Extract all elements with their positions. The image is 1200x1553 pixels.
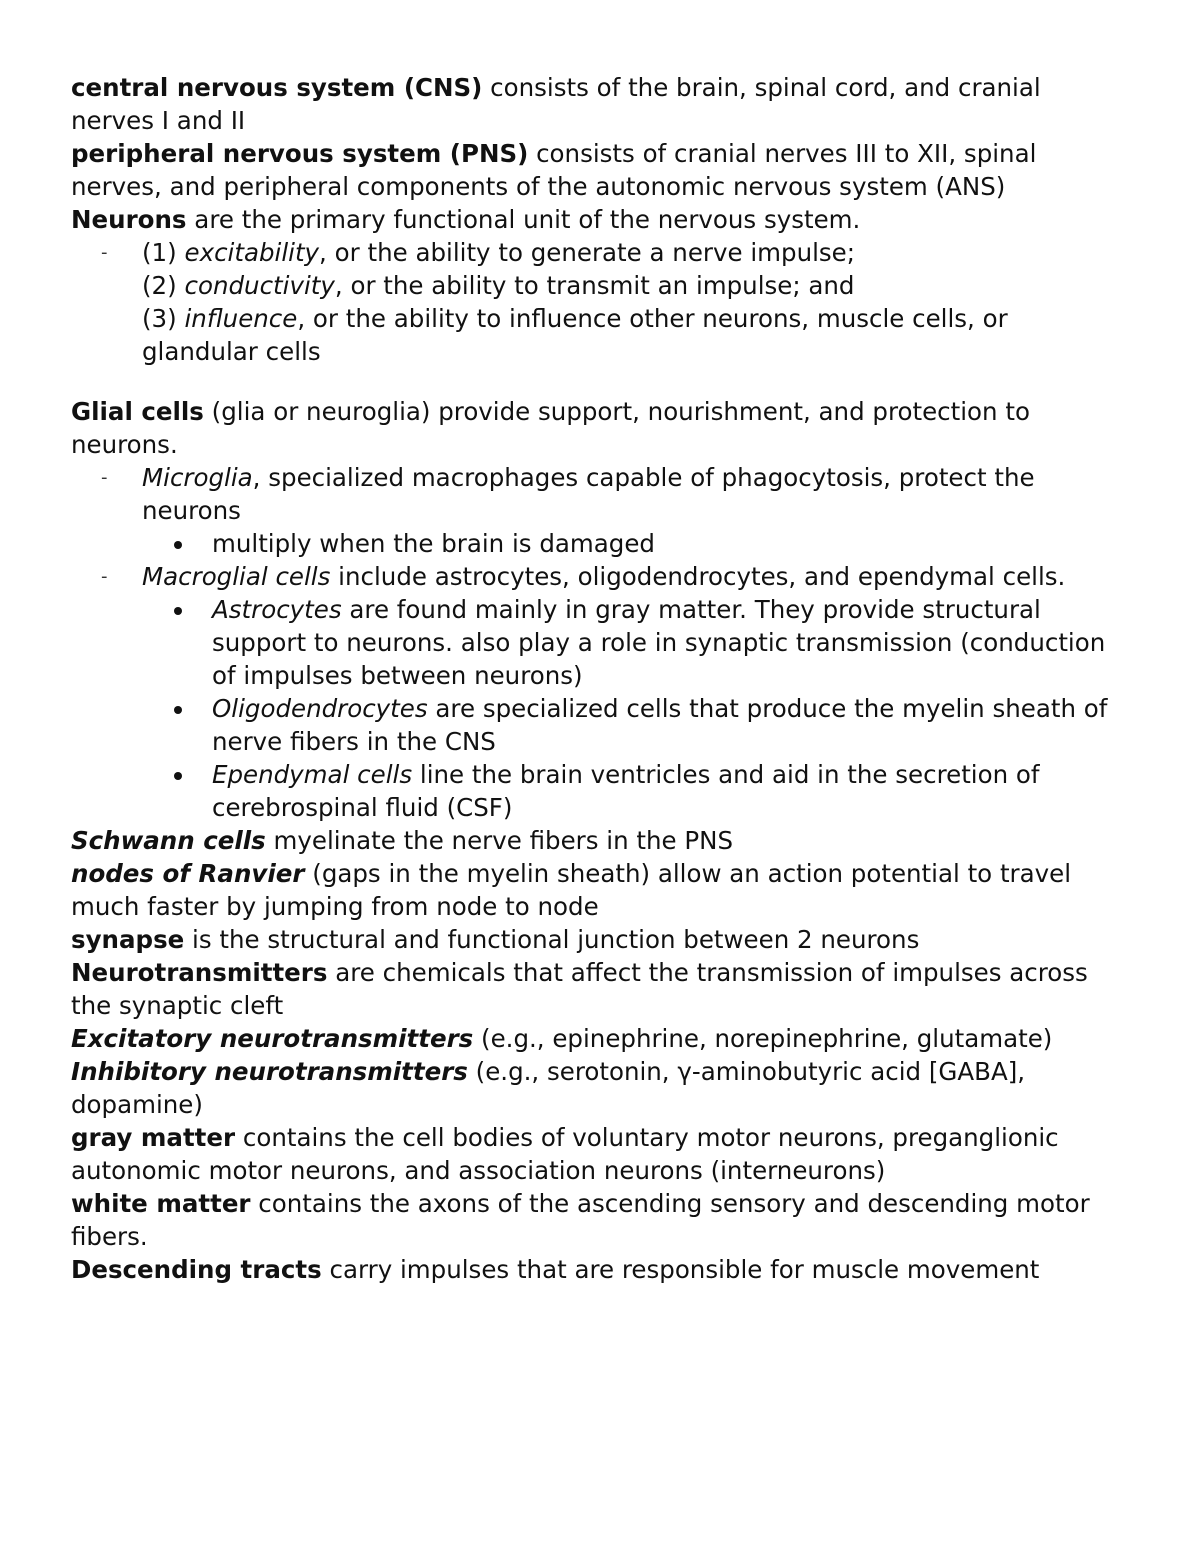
- term: white matter: [71, 1189, 251, 1218]
- definition: , or the ability to transmit an impulse; and: [334, 271, 855, 300]
- blank-line: [71, 368, 1131, 395]
- list-number: (3): [142, 304, 185, 333]
- term: Neurotransmitters: [71, 958, 328, 987]
- definition: contains the cell bodies of voluntary motor neurons, preganglionic autonomic motor neurons, and association neurons (interneurons): [71, 1123, 1059, 1185]
- paragraph-ranvier: [71, 857, 1131, 923]
- term: Descending tracts: [71, 1255, 322, 1284]
- definition: are specialized cells that produce the myelin sheath of nerve fibers in the CNS: [212, 694, 1108, 756]
- list-line: [142, 269, 1131, 302]
- definition: are found mainly in gray matter. They provide structural support to neurons. also play a role in synaptic transmission (conduction of impulses between neurons): [212, 595, 1106, 690]
- paragraph-pns: [71, 137, 1131, 203]
- term: Neurons: [71, 205, 187, 234]
- term: Glial cells: [71, 397, 204, 426]
- list-item-oligodendrocytes: [71, 692, 1131, 758]
- paragraph-white-matter: [71, 1187, 1131, 1253]
- paragraph-neurotransmitters: [71, 956, 1131, 1022]
- list-item-ependymal: [71, 758, 1131, 824]
- list-item-neuron-properties: [71, 236, 1131, 368]
- definition: (gaps in the myelin sheath) allow an action potential to travel much faster by jumping from node to node: [71, 859, 1072, 921]
- term: nodes of Ranvier: [71, 859, 305, 888]
- paragraph-excitatory: [71, 1022, 1131, 1055]
- list-line: [212, 758, 1131, 824]
- paragraph-cns: [71, 71, 1131, 137]
- definition: are chemicals that affect the transmission of impulses across the synaptic cleft: [71, 958, 1088, 1020]
- definition: contains the axons of the ascending sensory and descending motor fibers.: [71, 1189, 1090, 1251]
- term: gray matter: [71, 1123, 236, 1152]
- paragraph-neurons: [71, 203, 1131, 236]
- dash-bullet-icon: -: [101, 242, 108, 263]
- term: influence: [184, 304, 298, 333]
- document-body: [71, 71, 1131, 1286]
- list-number: (2): [142, 271, 185, 300]
- definition: carry impulses that are responsible for muscle movement: [321, 1255, 1040, 1284]
- definition: are the primary functional unit of the nervous system.: [186, 205, 861, 234]
- list-number: (1): [142, 238, 185, 267]
- list-line: [142, 236, 1131, 269]
- definition: (e.g., epinephrine, norepinephrine, glutamate): [473, 1024, 1053, 1053]
- term: conductivity: [184, 271, 335, 300]
- definition: (glia or neuroglia) provide support, nourishment, and protection to neurons.: [71, 397, 1030, 459]
- paragraph-descending-tracts: [71, 1253, 1131, 1286]
- list-line: [212, 593, 1131, 692]
- list-line: [142, 461, 1131, 527]
- definition: include astrocytes, oligodendrocytes, and ependymal cells.: [330, 562, 1066, 591]
- bullet-icon: [174, 607, 182, 615]
- definition: , or the ability to influence other neurons, muscle cells, or glandular cells: [142, 304, 1008, 366]
- term: Excitatory neurotransmitters: [71, 1024, 474, 1053]
- term: Inhibitory neurotransmitters: [71, 1057, 468, 1086]
- paragraph-inhibitory: [71, 1055, 1131, 1121]
- definition: consists of the brain, spinal cord, and cranial nerves I and II: [71, 73, 1041, 135]
- term: Microglia: [142, 463, 253, 492]
- list-item-astrocytes: [71, 593, 1131, 692]
- term: Macroglial cells: [142, 562, 331, 591]
- bullet-icon: [174, 772, 182, 780]
- definition: consists of cranial nerves III to XII, spinal nerves, and peripheral components of the autonomic nervous system (ANS): [71, 139, 1037, 201]
- list-item-macroglia: [71, 560, 1131, 593]
- term: Ependymal cells: [212, 760, 413, 789]
- bullet-icon: [174, 706, 182, 714]
- term: Astrocytes: [212, 595, 342, 624]
- term: excitability: [184, 238, 320, 267]
- list-line: multiply when the brain is damaged: [212, 529, 655, 558]
- definition: is the structural and functional junction between 2 neurons: [184, 925, 920, 954]
- list-line: [142, 560, 1131, 593]
- definition: line the brain ventricles and aid in the secretion of cerebrospinal fluid (CSF): [212, 760, 1040, 822]
- definition: , specialized macrophages capable of phagocytosis, protect the neurons: [142, 463, 1035, 525]
- paragraph-synapse: [71, 923, 1131, 956]
- dash-bullet-icon: -: [101, 467, 108, 488]
- list-item-microglia-sub: [71, 527, 1131, 560]
- paragraph-gray-matter: [71, 1121, 1131, 1187]
- list-line: [142, 302, 1131, 368]
- definition: (e.g., serotonin, γ-aminobutyric acid [GABA], dopamine): [71, 1057, 1026, 1119]
- term: Oligodendrocytes: [212, 694, 428, 723]
- paragraph-schwann: [71, 824, 1131, 857]
- bullet-icon: [174, 541, 182, 549]
- definition: , or the ability to generate a nerve impulse;: [319, 238, 855, 267]
- term: synapse: [71, 925, 185, 954]
- definition: myelinate the nerve fibers in the PNS: [265, 826, 734, 855]
- term: Schwann cells: [71, 826, 266, 855]
- list-item-microglia: [71, 461, 1131, 527]
- dash-bullet-icon: -: [101, 566, 108, 587]
- term: central nervous system (CNS): [71, 73, 483, 102]
- list-line: [212, 692, 1131, 758]
- paragraph-glial: [71, 395, 1131, 461]
- term: peripheral nervous system (PNS): [71, 139, 529, 168]
